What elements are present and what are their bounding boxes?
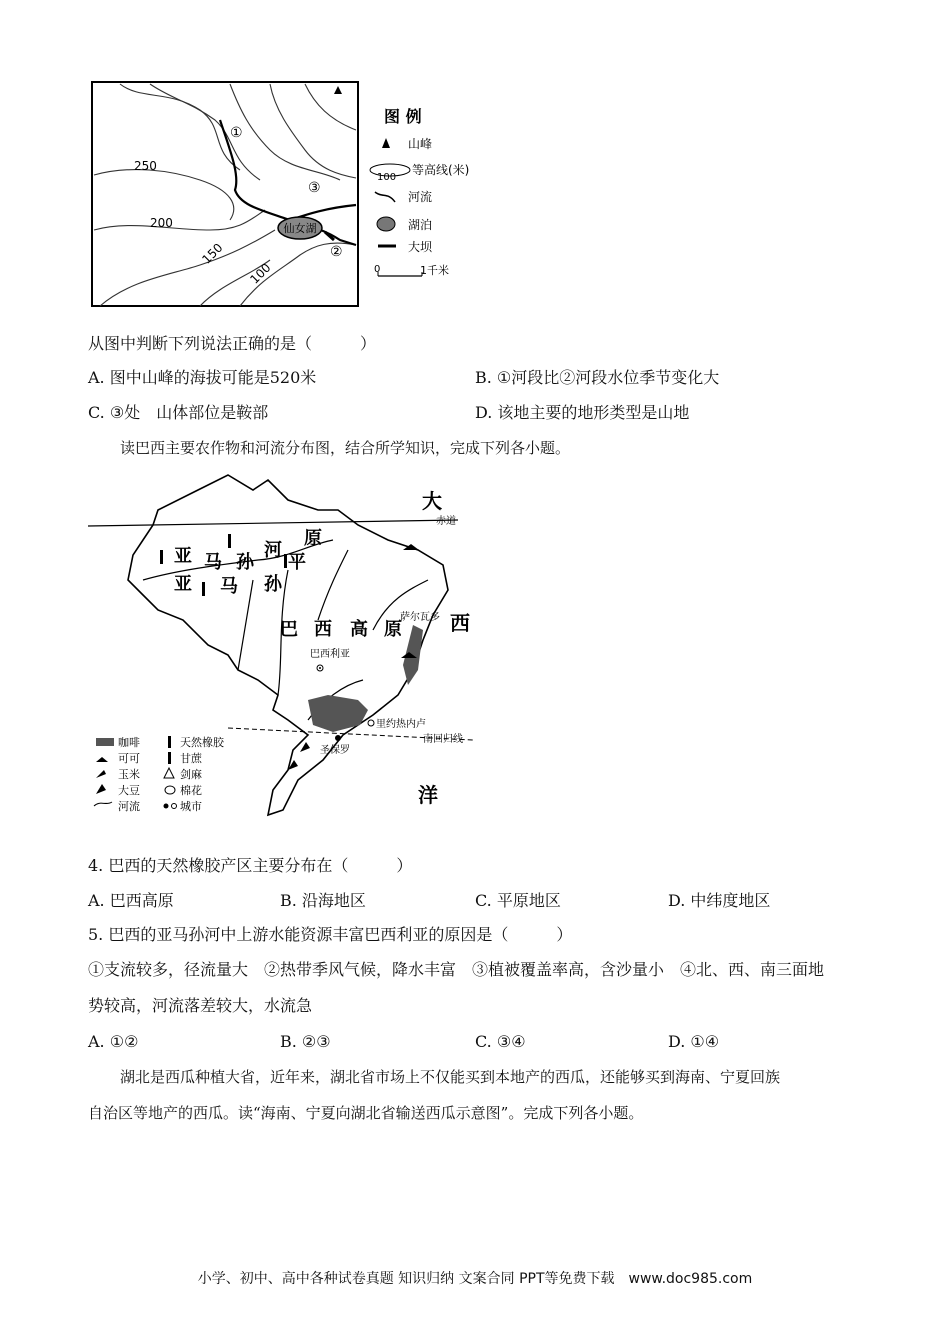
- city-icon: [368, 720, 374, 726]
- legend-peak-icon: [382, 138, 390, 148]
- equator-label: 赤道: [436, 516, 456, 527]
- amazon-char: 孙: [236, 552, 254, 573]
- rubber-icon: [160, 550, 163, 564]
- legend-river: 河流: [118, 800, 140, 813]
- plateau-char: 高: [350, 619, 368, 640]
- contour-label: 100: [247, 260, 274, 287]
- scale-unit: 1千米: [420, 264, 449, 277]
- q3-option-d: D. 该地主要的地形类型是山地: [475, 403, 690, 422]
- legend-cocoa-icon: [96, 757, 108, 762]
- intro-watermelon-line1: 湖北是西瓜种植大省，近年来，湖北省市场上不仅能买到本地产的西瓜，还能够买到海南、宁夏回族: [120, 1068, 781, 1086]
- city-saopaulo: 圣保罗: [320, 745, 350, 756]
- marker-2: ②: [330, 244, 343, 260]
- q4-stem: 4. 巴西的天然橡胶产区主要分布在（ ）: [88, 856, 413, 875]
- legend-lake-label: 湖泊: [408, 218, 433, 232]
- contour-label: 150: [199, 240, 226, 267]
- marker-3: ③: [308, 180, 321, 196]
- legend-city: 城市: [180, 800, 202, 813]
- peak-icon: [334, 86, 342, 94]
- brazil-outline: [128, 475, 448, 815]
- intro-brazil: 读巴西主要农作物和河流分布图，结合所学知识，完成下列各小题。: [120, 439, 571, 457]
- amazon-char: 孙: [264, 574, 282, 595]
- legend-rubber-icon: [168, 736, 171, 748]
- q5-statements-line2: 势较高，河流落差较大，水流急: [88, 996, 313, 1015]
- plateau-char: 原: [384, 619, 402, 640]
- legend-contour-sample: 100: [377, 172, 397, 183]
- amazon-char: 河: [264, 540, 282, 561]
- q5-stem: 5. 巴西的亚马孙河中上游水能资源丰富巴西利亚的原因是（ ）: [88, 925, 573, 944]
- q3-option-c: C. ③处 山体部位是鞍部: [88, 403, 269, 422]
- scale-zero: 0: [374, 264, 381, 275]
- plateau-char: 巴: [280, 619, 298, 640]
- legend-corn-icon: [96, 770, 106, 778]
- plateau-char: 西: [314, 619, 332, 640]
- intro-watermelon-line2: 自治区等地产的西瓜。读“海南、宁夏向湖北省输送西瓜示意图”。完成下列各小题。: [88, 1104, 644, 1122]
- brazil-map-figure: [88, 470, 480, 825]
- contour-label: 200: [150, 216, 173, 230]
- legend-river-label: 河流: [408, 190, 433, 204]
- legend-contour-label: 等高线(米): [412, 163, 470, 177]
- q3-option-b: B. ①河段比②河段水位季节变化大: [475, 368, 720, 387]
- page-footer: 小学、初中、高中各种试卷真题 知识归纳 文案合同 PPT等免费下载 www.doc985.com: [197, 1271, 753, 1287]
- q4-option-b: B. 沿海地区: [280, 891, 366, 910]
- legend-cotton: 棉花: [180, 784, 202, 797]
- legend-dam-label: 大坝: [408, 240, 433, 254]
- city-icon: [335, 735, 341, 741]
- contour-line: [150, 84, 260, 180]
- legend-corn: 玉米: [118, 768, 140, 781]
- amazon-char: 亚: [174, 574, 192, 595]
- ocean-char: 洋: [418, 783, 438, 807]
- legend-city-icon: [164, 804, 169, 809]
- legend-peak-label: 山峰: [408, 137, 433, 151]
- q5-statements-line1: ①支流较多，径流量大 ②热带季风气候，降水丰富 ③植被覆盖率高，含沙量小 ④北、西、南三面地: [88, 960, 825, 979]
- ocean-char: 大: [422, 489, 442, 513]
- tropic-label: 南回归线: [423, 734, 463, 745]
- contour-line: [94, 210, 265, 230]
- legend-sugarcane-icon: [168, 752, 171, 764]
- lake-label: 仙女湖: [283, 222, 317, 235]
- legend-lake-icon: [377, 217, 395, 231]
- contour-line: [230, 84, 340, 180]
- amazon-char: 亚: [174, 546, 192, 567]
- legend-river-icon: [94, 802, 112, 806]
- amazon-char: 马: [204, 552, 222, 573]
- q4-option-a: A. 巴西高原: [88, 891, 174, 910]
- q5-option-c: C. ③④: [475, 1032, 526, 1051]
- ocean-char: 西: [450, 611, 470, 635]
- legend-sisal: 剑麻: [180, 768, 202, 781]
- contour-line: [100, 230, 275, 306]
- legend-cocoa: 可可: [118, 752, 140, 765]
- q3-stem: 从图中判断下列说法正确的是（ ）: [88, 334, 377, 353]
- contour-map-figure: [90, 80, 470, 308]
- marker-1: ①: [230, 125, 243, 141]
- rubber-icon: [228, 534, 231, 548]
- contour-label: 250: [134, 159, 157, 173]
- amazon-char: 平: [288, 552, 306, 573]
- legend-river-icon: [375, 192, 395, 202]
- contour-line: [305, 84, 356, 130]
- rubber-icon: [202, 582, 205, 596]
- legend-title: 图 例: [384, 107, 422, 126]
- legend-coffee-icon: [96, 738, 114, 746]
- legend-soybean-icon: [96, 784, 106, 794]
- legend-cotton-icon: [165, 786, 175, 794]
- legend-soybean: 大豆: [118, 784, 140, 797]
- city-salvador: 萨尔瓦多: [400, 612, 440, 623]
- contour-line: [94, 170, 234, 220]
- amazon-char: 原: [304, 528, 322, 549]
- legend-coffee: 咖啡: [118, 736, 140, 749]
- q5-option-b: B. ②③: [280, 1032, 331, 1051]
- contour-map: [90, 80, 470, 308]
- rubber-icon: [284, 554, 287, 568]
- brazil-map: [88, 470, 480, 825]
- legend-rubber: 天然橡胶: [180, 736, 224, 749]
- q3-option-a: A. 图中山峰的海拔可能是520米: [88, 368, 317, 387]
- q4-option-d: D. 中纬度地区: [668, 891, 771, 910]
- q5-option-a: A. ①②: [88, 1032, 139, 1051]
- q5-option-d: D. ①④: [668, 1032, 720, 1051]
- legend-sisal-icon: [164, 768, 174, 778]
- city-rio: 里约热内卢: [376, 719, 426, 730]
- legend-sugarcane: 甘蔗: [180, 752, 202, 765]
- amazon-char: 马: [220, 576, 238, 597]
- q4-option-c: C. 平原地区: [475, 891, 561, 910]
- city-brasilia: 巴西利亚: [310, 649, 350, 660]
